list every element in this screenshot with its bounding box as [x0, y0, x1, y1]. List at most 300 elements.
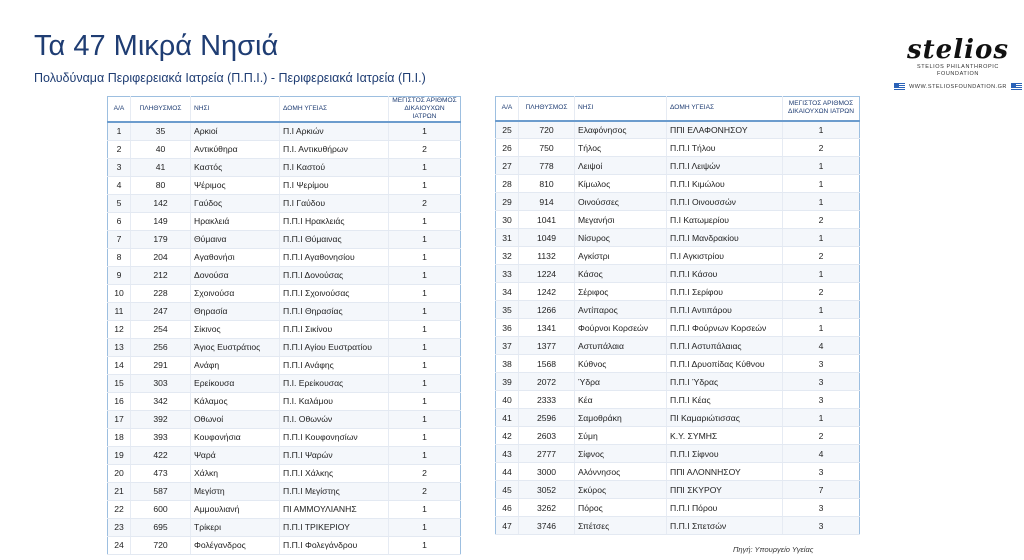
- cell-population: 149: [131, 212, 191, 230]
- cell-max-doctors: 1: [389, 248, 461, 266]
- cell-aa: 18: [108, 428, 131, 446]
- cell-aa: 12: [108, 320, 131, 338]
- header-island: ΝΗΣΙ: [191, 97, 280, 123]
- cell-max-doctors: 2: [783, 139, 860, 157]
- cell-health-unit: Π.Ι Καστού: [280, 158, 389, 176]
- cell-aa: 16: [108, 392, 131, 410]
- cell-max-doctors: 1: [389, 518, 461, 536]
- cell-island: Θύμαινα: [191, 230, 280, 248]
- cell-population: 1568: [519, 355, 575, 373]
- logo-wordmark: stelios: [907, 35, 1009, 65]
- table-row: [108, 428, 461, 446]
- cell-max-doctors: 2: [389, 140, 461, 158]
- cell-max-doctors: 3: [783, 355, 860, 373]
- cell-population: 392: [131, 410, 191, 428]
- cell-population: 342: [131, 392, 191, 410]
- cell-island: Αλόννησος: [575, 463, 667, 481]
- header-population: ΠΛΗΘΥΣΜΟΣ: [131, 97, 191, 123]
- cell-health-unit: Π.Π.Ι Ύδρας: [667, 373, 783, 391]
- cell-aa: 6: [108, 212, 131, 230]
- cell-aa: 7: [108, 230, 131, 248]
- cell-island: Σαμοθράκη: [575, 409, 667, 427]
- source-note: Πηγή: Υπουργείο Υγείας: [733, 545, 814, 554]
- cell-aa: 14: [108, 356, 131, 374]
- cell-max-doctors: 1: [389, 446, 461, 464]
- table-row: [108, 338, 461, 356]
- cell-max-doctors: 1: [783, 175, 860, 193]
- cell-island: Φούρνοι Κορσεών: [575, 319, 667, 337]
- cell-aa: 28: [496, 175, 519, 193]
- table-row: [496, 157, 860, 175]
- cell-aa: 24: [108, 536, 131, 554]
- cell-health-unit: Π.Π.Ι Φούρνων Κορσεών: [667, 319, 783, 337]
- cell-aa: 5: [108, 194, 131, 212]
- table-row: [496, 517, 860, 535]
- cell-health-unit: Π.Ι Αρκιών: [280, 122, 389, 140]
- cell-population: 142: [131, 194, 191, 212]
- cell-health-unit: Π.Π.Ι Σπετσών: [667, 517, 783, 535]
- cell-population: 254: [131, 320, 191, 338]
- cell-max-doctors: 2: [783, 283, 860, 301]
- cell-island: Σέριφος: [575, 283, 667, 301]
- cell-island: Αντικύθηρα: [191, 140, 280, 158]
- cell-aa: 33: [496, 265, 519, 283]
- header-population: ΠΛΗΘΥΣΜΟΣ: [519, 97, 575, 121]
- cell-population: 204: [131, 248, 191, 266]
- cell-island: Σύμη: [575, 427, 667, 445]
- cell-island: Ελαφόνησος: [575, 121, 667, 139]
- logo-url-row: [893, 83, 1023, 90]
- cell-island: Καστός: [191, 158, 280, 176]
- cell-population: 695: [131, 518, 191, 536]
- cell-population: 1049: [519, 229, 575, 247]
- cell-max-doctors: 4: [783, 445, 860, 463]
- cell-health-unit: Π.Π.Ι Σίφνου: [667, 445, 783, 463]
- table-row: [496, 121, 860, 139]
- cell-aa: 10: [108, 284, 131, 302]
- foundation-logo: [893, 36, 1023, 90]
- cell-island: Μεγανήσι: [575, 211, 667, 229]
- table-row: [496, 193, 860, 211]
- cell-aa: 27: [496, 157, 519, 175]
- cell-population: 600: [131, 500, 191, 518]
- cell-health-unit: ΠΠΙ ΣΚΥΡΟΥ: [667, 481, 783, 499]
- cell-health-unit: Π.Π.Ι Κουφονησίων: [280, 428, 389, 446]
- cell-island: Αρκιοί: [191, 122, 280, 140]
- cell-max-doctors: 2: [783, 427, 860, 445]
- greek-flag-icon: [894, 83, 905, 90]
- cell-island: Τήλος: [575, 139, 667, 157]
- cell-island: Ύδρα: [575, 373, 667, 391]
- cell-population: 2333: [519, 391, 575, 409]
- cell-max-doctors: 2: [783, 247, 860, 265]
- table-row: [108, 302, 461, 320]
- cell-health-unit: Π.Π.Ι Αντιπάρου: [667, 301, 783, 319]
- cell-population: 2777: [519, 445, 575, 463]
- cell-max-doctors: 3: [783, 463, 860, 481]
- cell-island: Φολέγανδρος: [191, 536, 280, 554]
- cell-aa: 9: [108, 266, 131, 284]
- cell-max-doctors: 1: [389, 212, 461, 230]
- table-row: [108, 158, 461, 176]
- cell-island: Αμμουλιανή: [191, 500, 280, 518]
- cell-aa: 13: [108, 338, 131, 356]
- cell-aa: 44: [496, 463, 519, 481]
- table-row: [108, 140, 461, 158]
- cell-max-doctors: 2: [389, 482, 461, 500]
- cell-health-unit: Π.Ι Ψερίμου: [280, 176, 389, 194]
- cell-island: Κάλαμος: [191, 392, 280, 410]
- cell-aa: 23: [108, 518, 131, 536]
- header-health-unit: ΔΟΜΗ ΥΓΕΙΑΣ: [280, 97, 389, 123]
- cell-health-unit: Π.Π.Ι Κέας: [667, 391, 783, 409]
- cell-aa: 3: [108, 158, 131, 176]
- cell-aa: 21: [108, 482, 131, 500]
- cell-health-unit: Π.Ι. Ερείκουσας: [280, 374, 389, 392]
- cell-health-unit: Π.Π.Ι Θηρασίας: [280, 302, 389, 320]
- cell-health-unit: Π.Π.Ι Λειψών: [667, 157, 783, 175]
- cell-island: Κύθνος: [575, 355, 667, 373]
- cell-health-unit: Π.Π.Ι Σερίφου: [667, 283, 783, 301]
- cell-island: Λειψοί: [575, 157, 667, 175]
- cell-max-doctors: 1: [783, 265, 860, 283]
- cell-max-doctors: 1: [783, 319, 860, 337]
- cell-population: 291: [131, 356, 191, 374]
- cell-health-unit: Π.Ι. Καλάμου: [280, 392, 389, 410]
- cell-max-doctors: 2: [389, 464, 461, 482]
- cell-health-unit: ΠΠΙ ΕΛΑΦΟΝΗΣΟΥ: [667, 121, 783, 139]
- cell-island: Αστυπάλαια: [575, 337, 667, 355]
- cell-population: 393: [131, 428, 191, 446]
- cell-population: 2072: [519, 373, 575, 391]
- cell-island: Χάλκη: [191, 464, 280, 482]
- cell-aa: 38: [496, 355, 519, 373]
- table-row: [496, 301, 860, 319]
- cell-island: Ψαρά: [191, 446, 280, 464]
- cell-aa: 1: [108, 122, 131, 140]
- table-row: [108, 122, 461, 140]
- table-row: [496, 211, 860, 229]
- cell-population: 914: [519, 193, 575, 211]
- cell-island: Σχοινούσα: [191, 284, 280, 302]
- cell-population: 1242: [519, 283, 575, 301]
- cell-max-doctors: 1: [389, 428, 461, 446]
- cell-aa: 37: [496, 337, 519, 355]
- cell-population: 35: [131, 122, 191, 140]
- cell-health-unit: Κ.Υ. ΣΥΜΗΣ: [667, 427, 783, 445]
- cell-max-doctors: 2: [389, 194, 461, 212]
- table-row: [496, 139, 860, 157]
- cell-population: 247: [131, 302, 191, 320]
- islands-table-left: [107, 96, 461, 555]
- cell-health-unit: Π.Π.Ι Θύμαινας: [280, 230, 389, 248]
- header-max-doctors: ΜΕΓΙΣΤΟΣ ΑΡΙΘΜΟΣ ΔΙΚΑΙΟΥΧΩΝ ΙΑΤΡΩΝ: [389, 97, 461, 123]
- cell-max-doctors: 1: [389, 410, 461, 428]
- cell-max-doctors: 1: [783, 409, 860, 427]
- islands-table-right: [495, 96, 860, 535]
- cell-max-doctors: 1: [783, 121, 860, 139]
- table-row: [108, 410, 461, 428]
- cell-max-doctors: 1: [783, 229, 860, 247]
- cell-max-doctors: 1: [389, 302, 461, 320]
- cell-aa: 32: [496, 247, 519, 265]
- cell-aa: 36: [496, 319, 519, 337]
- cell-health-unit: ΠΙ ΑΜΜΟΥΛΙΑΝΗΣ: [280, 500, 389, 518]
- cell-population: 212: [131, 266, 191, 284]
- cell-aa: 25: [496, 121, 519, 139]
- cell-health-unit: Π.Π.Ι Αγαθονησίου: [280, 248, 389, 266]
- cell-max-doctors: 1: [389, 374, 461, 392]
- table-header-row: [108, 97, 461, 123]
- cell-max-doctors: 1: [389, 500, 461, 518]
- cell-max-doctors: 7: [783, 481, 860, 499]
- table-row: [496, 337, 860, 355]
- cell-max-doctors: 1: [783, 193, 860, 211]
- cell-island: Κίμωλος: [575, 175, 667, 193]
- table-row: [108, 230, 461, 248]
- cell-population: 179: [131, 230, 191, 248]
- cell-island: Κουφονήσια: [191, 428, 280, 446]
- cell-island: Αγκίστρι: [575, 247, 667, 265]
- cell-island: Σίφνος: [575, 445, 667, 463]
- cell-max-doctors: 1: [389, 122, 461, 140]
- cell-health-unit: Π.Π.Ι Αγίου Ευστρατίου: [280, 338, 389, 356]
- cell-health-unit: Π.Π.Ι Κάσου: [667, 265, 783, 283]
- cell-max-doctors: 3: [783, 391, 860, 409]
- cell-island: Οινούσσες: [575, 193, 667, 211]
- cell-health-unit: Π.Π.Ι Δονούσας: [280, 266, 389, 284]
- cell-max-doctors: 3: [783, 517, 860, 535]
- cell-island: Τρίκερι: [191, 518, 280, 536]
- table-row: [108, 374, 461, 392]
- cell-max-doctors: 3: [783, 499, 860, 517]
- header-aa: Α/Α: [108, 97, 131, 123]
- cell-island: Κέα: [575, 391, 667, 409]
- cell-health-unit: ΠΠΙ ΑΛΟΝΝΗΣΟΥ: [667, 463, 783, 481]
- cell-island: Οθωνοί: [191, 410, 280, 428]
- cell-island: Σπέτσες: [575, 517, 667, 535]
- table-row: [496, 445, 860, 463]
- table-row: [496, 247, 860, 265]
- cell-max-doctors: 1: [389, 176, 461, 194]
- greek-flag-icon: [1011, 83, 1022, 90]
- header-health-unit: ΔΟΜΗ ΥΓΕΙΑΣ: [667, 97, 783, 121]
- cell-population: 303: [131, 374, 191, 392]
- cell-population: 1224: [519, 265, 575, 283]
- cell-population: 720: [131, 536, 191, 554]
- cell-health-unit: Π.Π.Ι ΤΡΙΚΕΡΙΟΥ: [280, 518, 389, 536]
- cell-health-unit: Π.Π.Ι Πόρου: [667, 499, 783, 517]
- table-row: [496, 499, 860, 517]
- cell-population: 41: [131, 158, 191, 176]
- cell-island: Γαύδος: [191, 194, 280, 212]
- table-row: [108, 176, 461, 194]
- cell-aa: 22: [108, 500, 131, 518]
- cell-health-unit: Π.Ι Αγκιστρίου: [667, 247, 783, 265]
- cell-health-unit: Π.Ι Κατωμερίου: [667, 211, 783, 229]
- cell-health-unit: Π.Π.Ι Κιμώλου: [667, 175, 783, 193]
- cell-health-unit: Π.Ι Γαύδου: [280, 194, 389, 212]
- table-row: [496, 427, 860, 445]
- cell-health-unit: Π.Π.Ι Μανδρακίου: [667, 229, 783, 247]
- header-max-doctors: ΜΕΓΙΣΤΟΣ ΑΡΙΘΜΟΣ ΔΙΚΑΙΟΥΧΩΝ ΙΑΤΡΩΝ: [783, 97, 860, 121]
- cell-population: 720: [519, 121, 575, 139]
- cell-max-doctors: 4: [783, 337, 860, 355]
- cell-aa: 43: [496, 445, 519, 463]
- table-row: [496, 463, 860, 481]
- table-row: [108, 500, 461, 518]
- cell-health-unit: Π.Ι. Αντικυθήρων: [280, 140, 389, 158]
- cell-aa: 29: [496, 193, 519, 211]
- table-header-row: [496, 97, 860, 121]
- cell-population: 1377: [519, 337, 575, 355]
- cell-health-unit: Π.Π.Ι Χάλκης: [280, 464, 389, 482]
- cell-population: 3746: [519, 517, 575, 535]
- cell-health-unit: Π.Π.Ι Σικίνου: [280, 320, 389, 338]
- cell-max-doctors: 1: [389, 392, 461, 410]
- cell-max-doctors: 1: [389, 158, 461, 176]
- table-row: [108, 392, 461, 410]
- cell-aa: 40: [496, 391, 519, 409]
- cell-population: 2596: [519, 409, 575, 427]
- cell-population: 228: [131, 284, 191, 302]
- cell-max-doctors: 1: [783, 157, 860, 175]
- cell-island: Άγιος Ευστράτιος: [191, 338, 280, 356]
- table-row: [108, 482, 461, 500]
- cell-population: 1341: [519, 319, 575, 337]
- table-row: [108, 518, 461, 536]
- cell-population: 3052: [519, 481, 575, 499]
- cell-population: 422: [131, 446, 191, 464]
- cell-health-unit: Π.Π.Ι Σχοινούσας: [280, 284, 389, 302]
- cell-island: Αντίπαρος: [575, 301, 667, 319]
- cell-island: Ηρακλειά: [191, 212, 280, 230]
- cell-population: 256: [131, 338, 191, 356]
- table-row: [496, 355, 860, 373]
- cell-island: Ψέριμος: [191, 176, 280, 194]
- cell-aa: 46: [496, 499, 519, 517]
- cell-population: 1132: [519, 247, 575, 265]
- cell-max-doctors: 3: [783, 373, 860, 391]
- cell-health-unit: Π.Π.Ι Αστυπάλαιας: [667, 337, 783, 355]
- cell-max-doctors: 1: [389, 266, 461, 284]
- cell-max-doctors: 1: [389, 320, 461, 338]
- cell-max-doctors: 1: [389, 284, 461, 302]
- table-row: [496, 265, 860, 283]
- cell-health-unit: Π.Π.Ι Ηρακλειάς: [280, 212, 389, 230]
- cell-aa: 20: [108, 464, 131, 482]
- cell-population: 1041: [519, 211, 575, 229]
- page-subtitle: Πολυδύναμα Περιφερειακά Ιατρεία (Π.Π.Ι.) - Περιφερειακά Ιατρεία (Π.Ι.): [34, 71, 426, 85]
- cell-aa: 39: [496, 373, 519, 391]
- logo-url: WWW.STELIOSFOUNDATION.GR: [909, 83, 1007, 90]
- table-row: [108, 536, 461, 554]
- cell-health-unit: Π.Π.Ι Μεγίστης: [280, 482, 389, 500]
- table-row: [108, 464, 461, 482]
- cell-max-doctors: 1: [389, 338, 461, 356]
- cell-aa: 41: [496, 409, 519, 427]
- table-row: [496, 319, 860, 337]
- cell-island: Δονούσα: [191, 266, 280, 284]
- cell-island: Ανάφη: [191, 356, 280, 374]
- table-row: [108, 248, 461, 266]
- cell-aa: 35: [496, 301, 519, 319]
- cell-aa: 31: [496, 229, 519, 247]
- cell-health-unit: Π.Π.Ι Φολεγάνδρου: [280, 536, 389, 554]
- cell-aa: 19: [108, 446, 131, 464]
- cell-population: 473: [131, 464, 191, 482]
- table-row: [108, 266, 461, 284]
- page-title: Τα 47 Μικρά Νησιά: [34, 30, 279, 62]
- cell-health-unit: Π.Π.Ι Ανάφης: [280, 356, 389, 374]
- cell-health-unit: Π.Π.Ι Τήλου: [667, 139, 783, 157]
- cell-population: 587: [131, 482, 191, 500]
- cell-population: 1266: [519, 301, 575, 319]
- table-row: [108, 212, 461, 230]
- cell-aa: 30: [496, 211, 519, 229]
- cell-max-doctors: 2: [783, 211, 860, 229]
- table-row: [496, 229, 860, 247]
- table-row: [496, 283, 860, 301]
- header-island: ΝΗΣΙ: [575, 97, 667, 121]
- cell-health-unit: Π.Π.Ι Οινουσσών: [667, 193, 783, 211]
- cell-max-doctors: 1: [389, 356, 461, 374]
- table-row: [496, 481, 860, 499]
- cell-population: 40: [131, 140, 191, 158]
- logo-line-1: STELIOS PHILANTHROPIC: [917, 64, 999, 70]
- cell-island: Μεγίστη: [191, 482, 280, 500]
- table-row: [108, 446, 461, 464]
- cell-health-unit: Π.Ι. Οθωνών: [280, 410, 389, 428]
- cell-island: Σκύρος: [575, 481, 667, 499]
- table-row: [496, 175, 860, 193]
- cell-population: 3000: [519, 463, 575, 481]
- table-row: [108, 356, 461, 374]
- cell-aa: 26: [496, 139, 519, 157]
- table-row: [496, 373, 860, 391]
- cell-aa: 15: [108, 374, 131, 392]
- cell-population: 778: [519, 157, 575, 175]
- cell-health-unit: Π.Π.Ι Δρυοπίδας Κύθνου: [667, 355, 783, 373]
- cell-population: 810: [519, 175, 575, 193]
- cell-island: Κάσος: [575, 265, 667, 283]
- cell-aa: 2: [108, 140, 131, 158]
- cell-island: Πόρος: [575, 499, 667, 517]
- cell-aa: 4: [108, 176, 131, 194]
- cell-health-unit: Π.Π.Ι Ψαρών: [280, 446, 389, 464]
- cell-aa: 34: [496, 283, 519, 301]
- cell-island: Θηρασία: [191, 302, 280, 320]
- cell-health-unit: ΠΙ Καμαριώτισσας: [667, 409, 783, 427]
- cell-max-doctors: 1: [783, 301, 860, 319]
- table-row: [108, 320, 461, 338]
- cell-aa: 47: [496, 517, 519, 535]
- table-row: [108, 284, 461, 302]
- header-aa: Α/Α: [496, 97, 519, 121]
- logo-line-2: FOUNDATION: [937, 71, 979, 77]
- table-row: [496, 409, 860, 427]
- cell-max-doctors: 1: [389, 536, 461, 554]
- cell-aa: 45: [496, 481, 519, 499]
- cell-island: Νίσυρος: [575, 229, 667, 247]
- cell-aa: 17: [108, 410, 131, 428]
- cell-aa: 11: [108, 302, 131, 320]
- table-row: [496, 391, 860, 409]
- cell-island: Σίκινος: [191, 320, 280, 338]
- cell-island: Ερείκουσα: [191, 374, 280, 392]
- cell-population: 3262: [519, 499, 575, 517]
- cell-aa: 42: [496, 427, 519, 445]
